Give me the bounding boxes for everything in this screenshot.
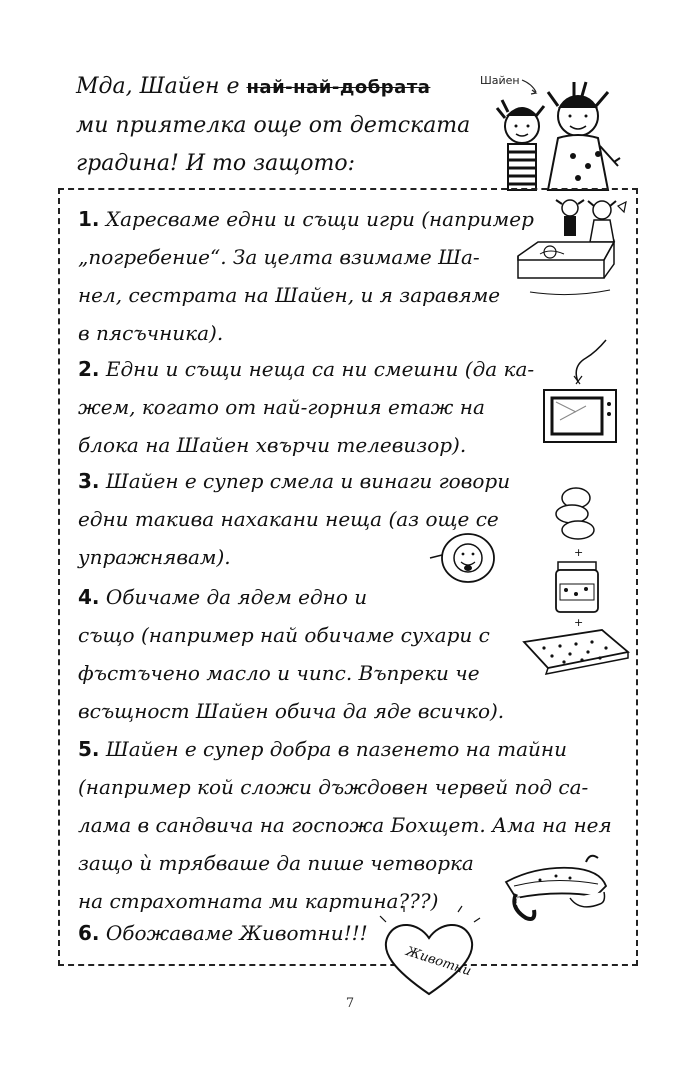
heart-icon (374, 906, 484, 1002)
intro-text: Мда, Шайен е (76, 74, 247, 99)
intro-line-1 (76, 68, 466, 107)
food-illustration (520, 484, 630, 674)
intro-fancy-text: най-най-добрата (246, 77, 431, 98)
item-number: 3. (78, 469, 100, 493)
intro-line-3: градина! И то защото: (76, 151, 356, 176)
sandwich-worm-illustration (500, 852, 610, 924)
intro-paragraph (76, 68, 471, 183)
list-item: 5. Шайен е супер добра в пазенето на тайни (например кой сложи дъждовен червей под са- лама в сандвича на госпожа Бохщет. Ама на нея защо ѝ трябваше да пише четворка на страхотната ми картина???) (78, 737, 612, 913)
item-number: 1. (78, 207, 100, 231)
falling-tv-illustration (538, 340, 628, 450)
page-number: 7 (345, 996, 355, 1011)
two-girls-illustration (478, 66, 638, 190)
list-item: 2. Едни и същи неща са ни смешни (да ка- жем, когато от най-горния етаж на блока на Шайен хвърчи телевизор). (78, 357, 535, 457)
plus-icon: + (574, 616, 584, 629)
item-number: 2. (78, 357, 100, 381)
intro-line-2: ми приятелка още от детската (76, 113, 471, 138)
item-number: 5. (78, 737, 100, 761)
list-item: 3. Шайен е супер смела и винаги говори едни такива нахакани неща (аз още се упражнявам). (78, 469, 511, 569)
plus-icon: + (574, 546, 584, 559)
item-number: 6. (78, 921, 100, 945)
illustration-label: Шайен (480, 74, 520, 87)
heart-label: Животни (404, 944, 474, 980)
list-item: 6. Обожаваме Животни!!! (78, 921, 368, 945)
sandbox-illustration (510, 196, 630, 300)
list-item: 4. Обичаме да ядем едно и също (например най обичаме сухари с фъстъчено масло и чипс. Въпреки че всъщност Шайен обича да яде всичко). (78, 585, 505, 723)
list-item: 1. Харесваме едни и същи игри (например „погребение“. За целта взимаме Ша- нел, сестрата на Шайен, и я заравяме в пясъчника). (78, 207, 534, 345)
item-number: 4. (78, 585, 100, 609)
